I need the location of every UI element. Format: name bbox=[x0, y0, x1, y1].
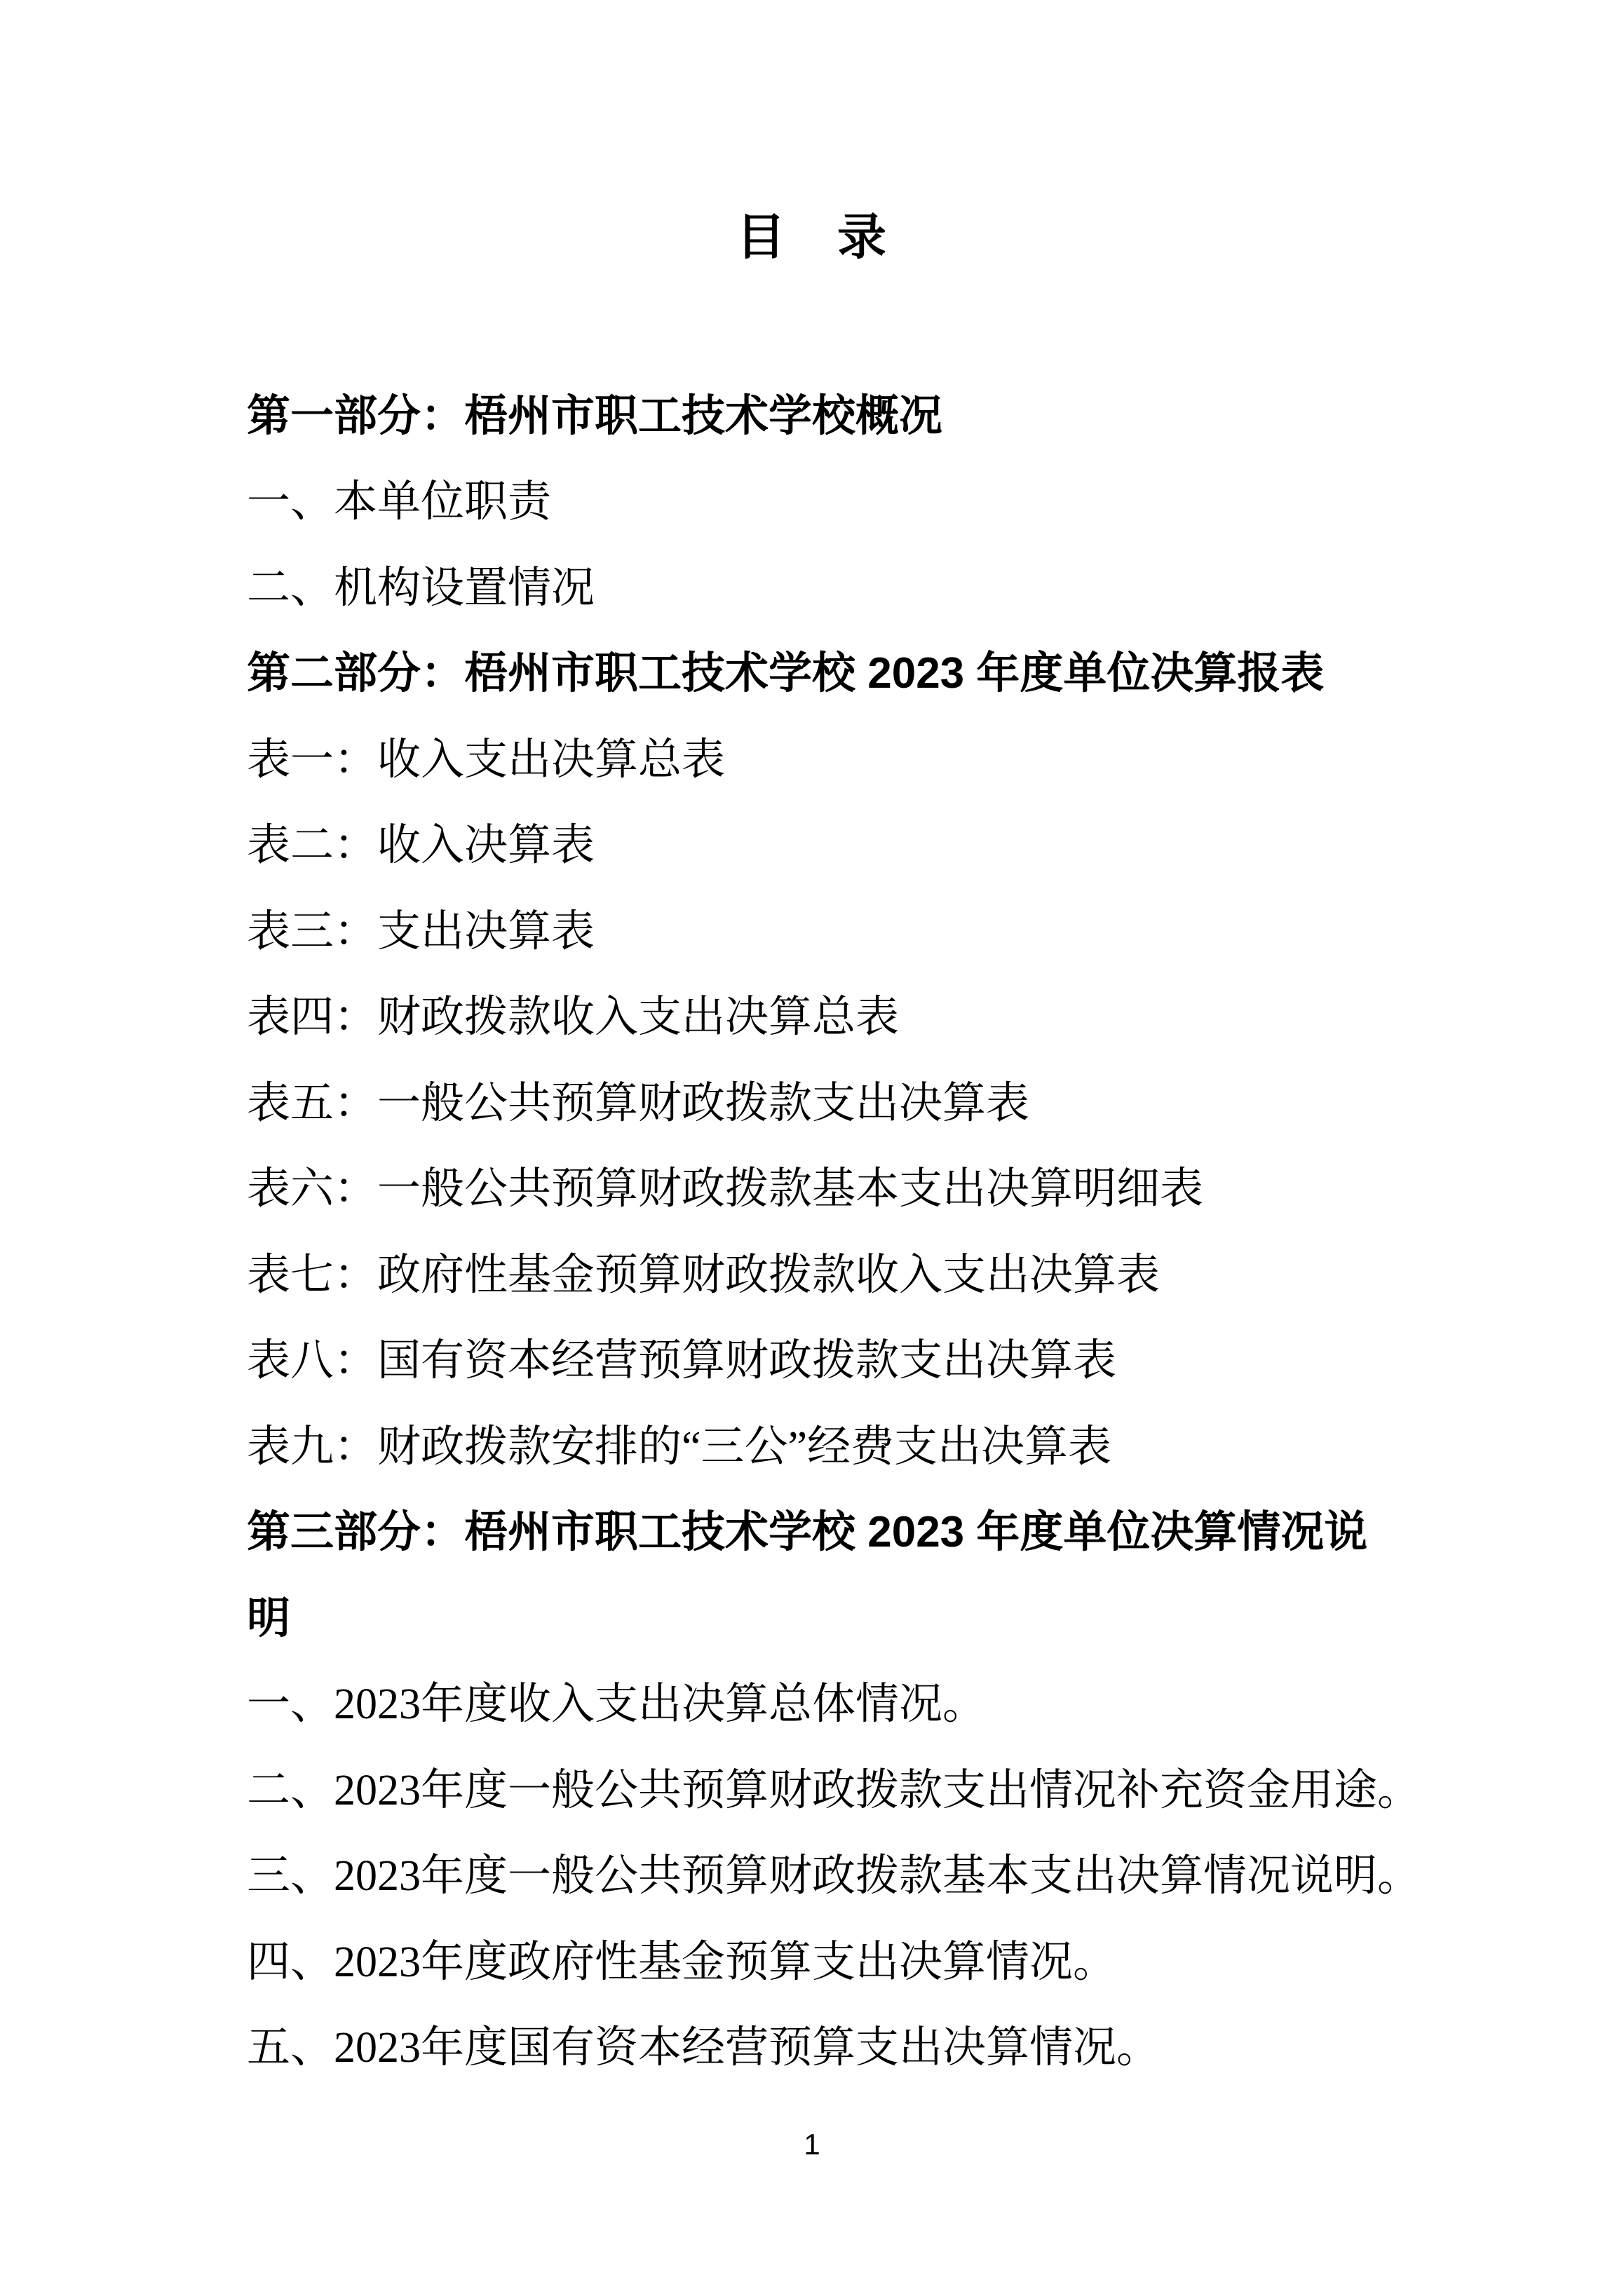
page-number: 1 bbox=[804, 2128, 820, 2161]
toc-item: 表九：财政拨款安排的“三公”经费支出决算表 bbox=[247, 1422, 1112, 1471]
toc-section-heading-part3-continued: 明 bbox=[247, 1594, 291, 1643]
toc-item: 表五：一般公共预算财政拨款支出决算表 bbox=[247, 1079, 1030, 1127]
toc-item: 表六：一般公共预算财政拨款基本支出决算明细表 bbox=[247, 1165, 1204, 1214]
toc-item: 表三：支出决算表 bbox=[247, 907, 595, 956]
toc-item: 二、2023年度一般公共预算财政拨款支出情况补充资金用途。 bbox=[247, 1766, 1421, 1814]
toc-item: 三、2023年度一般公共预算财政拨款基本支出决算情况说明。 bbox=[247, 1852, 1421, 1901]
page-title: 目 录 bbox=[736, 210, 888, 264]
toc-item: 二、机构设置情况 bbox=[247, 564, 595, 612]
toc-item: 表八：国有资本经营预算财政拨款支出决算表 bbox=[247, 1337, 1117, 1385]
toc-item: 表四：财政拨款收入支出决算总表 bbox=[247, 993, 900, 1042]
table-of-contents bbox=[247, 369, 1421, 2086]
toc-section-heading-part1: 第一部分：梧州市职工技术学校概况 bbox=[247, 391, 943, 440]
toc-item: 一、2023年度收入支出决算总体情况。 bbox=[247, 1680, 987, 1729]
toc-section-heading-part3: 第三部分：梧州市职工技术学校 2023 年度单位决算情况说 bbox=[247, 1508, 1368, 1557]
toc-item: 表七：政府性基金预算财政拨款收入支出决算表 bbox=[247, 1251, 1161, 1299]
toc-item: 五、2023年度国有资本经营预算支出决算情况。 bbox=[247, 2024, 1161, 2072]
toc-item: 一、本单位职责 bbox=[247, 478, 552, 527]
toc-item: 表一：收入支出决算总表 bbox=[247, 735, 726, 784]
toc-item: 四、2023年度政府性基金预算支出决算情况。 bbox=[247, 1938, 1117, 1986]
toc-section-heading-part2: 第二部分：梧州市职工技术学校 2023 年度单位决算报表 bbox=[247, 649, 1325, 698]
toc-item: 表二：收入决算表 bbox=[247, 822, 595, 870]
